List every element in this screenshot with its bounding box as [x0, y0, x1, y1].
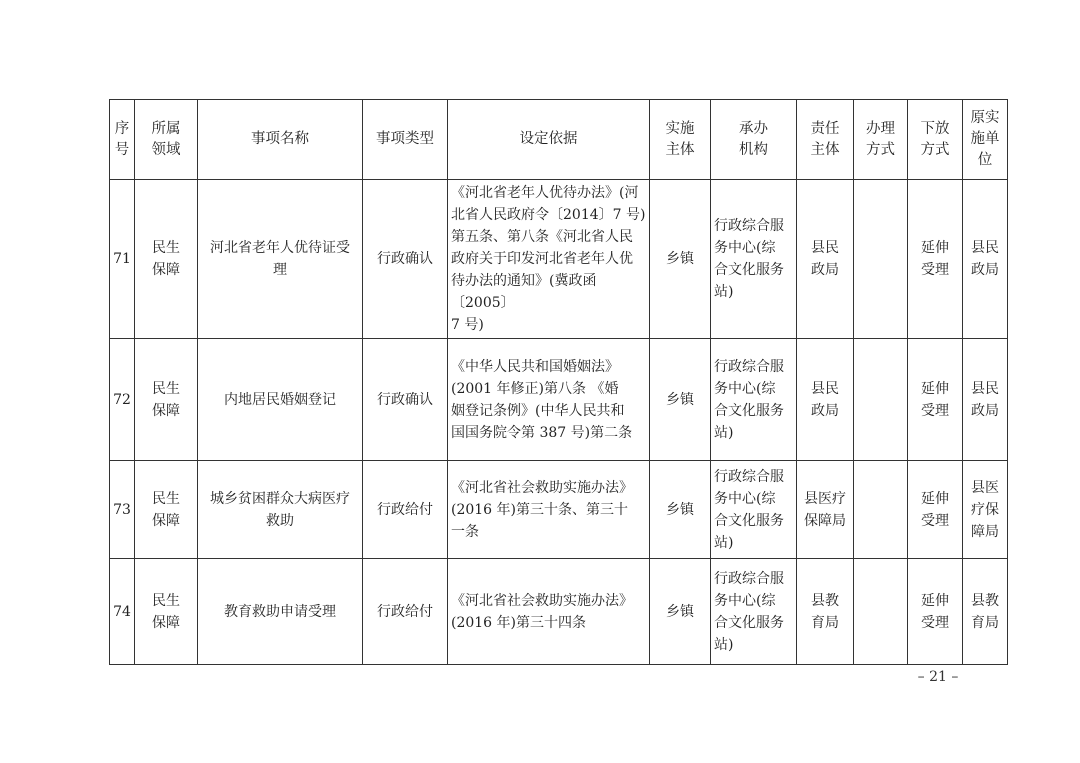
cell-impl: 乡镇: [650, 461, 711, 559]
cell-handler: 行政综合服 务中心(综 合文化服务 站): [711, 180, 797, 339]
cell-resp: 县民 政局: [797, 339, 854, 461]
table-row: [110, 559, 1008, 665]
header-basis: 设定依据: [448, 100, 650, 180]
cell-basis: 《河北省社会救助实施办法》 (2016 年)第三十条、第三十 一条: [448, 461, 650, 559]
header-handler: 承办 机构: [711, 100, 797, 180]
header-no: 序 号: [110, 100, 135, 180]
cell-no: 72: [110, 339, 135, 461]
cell-name: 河北省老年人优待证受 理: [198, 180, 363, 339]
cell-no: 74: [110, 559, 135, 665]
cell-delegate: 延伸 受理: [908, 559, 963, 665]
cell-type: 行政确认: [363, 180, 448, 339]
cell-field: 民生 保障: [135, 339, 198, 461]
cell-handler: 行政综合服 务中心(综 合文化服务 站): [711, 339, 797, 461]
cell-type: 行政确认: [363, 339, 448, 461]
cell-method: [854, 339, 908, 461]
cell-orig: 县民 政局: [963, 339, 1008, 461]
cell-no: 71: [110, 180, 135, 339]
table-row: [110, 180, 1008, 339]
cell-name: 城乡贫困群众大病医疗 救助: [198, 461, 363, 559]
header-method: 办理 方式: [854, 100, 908, 180]
cell-basis: 《河北省社会救助实施办法》 (2016 年)第三十四条: [448, 559, 650, 665]
page-number: – 21 –: [917, 669, 959, 685]
cell-basis: 《中华人民共和国婚姻法》 (2001 年修正)第八条 《婚 姻登记条例》(中华人民共和 国国务院令第 387 号)第二条: [448, 339, 650, 461]
cell-orig: 县教 育局: [963, 559, 1008, 665]
cell-impl: 乡镇: [650, 180, 711, 339]
cell-orig: 县民 政局: [963, 180, 1008, 339]
cell-orig: 县医 疗保 障局: [963, 461, 1008, 559]
cell-method: [854, 559, 908, 665]
cell-delegate: 延伸 受理: [908, 180, 963, 339]
header-name: 事项名称: [198, 100, 363, 180]
cell-resp: 县教 育局: [797, 559, 854, 665]
cell-resp: 县医疗 保障局: [797, 461, 854, 559]
header-field: 所属 领域: [135, 100, 198, 180]
cell-handler: 行政综合服 务中心(综 合文化服务 站): [711, 461, 797, 559]
table-row: [110, 461, 1008, 559]
cell-handler: 行政综合服 务中心(综 合文化服务 站): [711, 559, 797, 665]
cell-method: [854, 461, 908, 559]
header-type: 事项类型: [363, 100, 448, 180]
cell-resp: 县民 政局: [797, 180, 854, 339]
cell-type: 行政给付: [363, 559, 448, 665]
matters-table: [109, 99, 1008, 665]
header-delegate: 下放 方式: [908, 100, 963, 180]
cell-delegate: 延伸 受理: [908, 461, 963, 559]
cell-basis: 《河北省老年人优待办法》(河 北省人民政府令〔2014〕7 号) 第五条、第八条《河北省人民 政府关于印发河北省老年人优 待办法的通知》(冀政函〔2005〕 7 号): [448, 180, 650, 339]
cell-no: 73: [110, 461, 135, 559]
cell-name: 内地居民婚姻登记: [198, 339, 363, 461]
cell-name: 教育救助申请受理: [198, 559, 363, 665]
header-impl: 实施 主体: [650, 100, 711, 180]
header-orig: 原实 施单 位: [963, 100, 1008, 180]
table-row: [110, 339, 1008, 461]
cell-field: 民生 保障: [135, 461, 198, 559]
cell-impl: 乡镇: [650, 559, 711, 665]
cell-impl: 乡镇: [650, 339, 711, 461]
cell-delegate: 延伸 受理: [908, 339, 963, 461]
cell-method: [854, 180, 908, 339]
cell-field: 民生 保障: [135, 559, 198, 665]
cell-type: 行政给付: [363, 461, 448, 559]
table-header-row: [110, 100, 1008, 180]
cell-field: 民生 保障: [135, 180, 198, 339]
header-resp: 责任 主体: [797, 100, 854, 180]
